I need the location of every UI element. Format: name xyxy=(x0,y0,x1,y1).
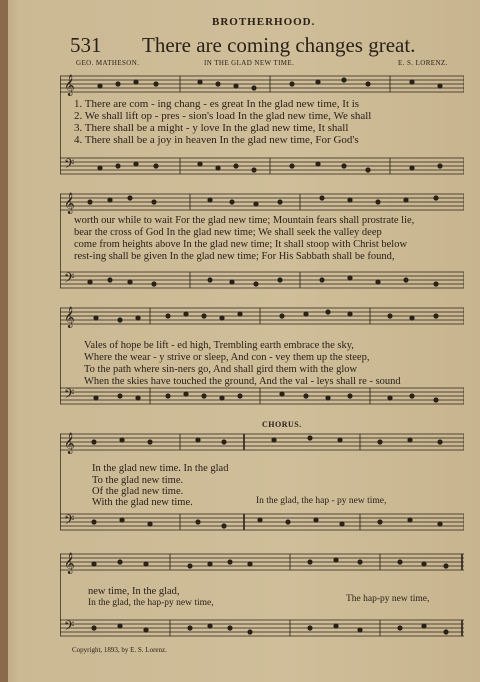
verse-line-4: 4. There shall be a joy in heaven In the glad new time, For God's xyxy=(74,134,359,146)
final-bass-line-right: The hap-py new time, xyxy=(346,594,430,604)
verse-line-4: rest-ing shall be given In the glad new time; For His Sabbath shall be found, xyxy=(74,251,395,262)
svg-text:𝄢: 𝄢 xyxy=(64,388,75,405)
svg-text:𝄞: 𝄞 xyxy=(64,193,75,213)
svg-text:𝄞: 𝄞 xyxy=(64,433,75,453)
final-bass-line: In the glad, the hap-py new time, xyxy=(88,598,214,608)
verse-line-3: come from heights above In the glad new time; It shall stoop with Christ below xyxy=(74,239,408,250)
svg-text:𝄢: 𝄢 xyxy=(64,158,75,175)
book-spine-edge xyxy=(0,0,8,682)
svg-text:𝄢: 𝄢 xyxy=(64,620,75,637)
svg-text:𝄢: 𝄢 xyxy=(64,514,75,531)
verse-line-3: To the path where sin-ners go, And shall gird them with the glow xyxy=(84,364,358,375)
verse-line-2: bear the cross of God In the glad new time; We shall seek the valley deep xyxy=(74,227,382,238)
chorus-line-2: To the glad new time. xyxy=(92,475,184,486)
chorus-line-1: In the glad new time. In the glad xyxy=(92,463,229,474)
verse-line-2: Where the wear - y strive or sleep, And con - vey them up the steep, xyxy=(84,352,370,363)
svg-text:𝄞: 𝄞 xyxy=(64,307,75,327)
chorus-line-3: Of the glad new time. xyxy=(92,486,184,497)
svg-text:𝄢: 𝄢 xyxy=(64,272,75,289)
tune-direction: IN THE GLAD NEW TIME. xyxy=(204,59,295,67)
chorus-label: CHORUS. xyxy=(262,420,302,429)
verse-line-3: 3. There shall be a might - y love In the glad new time, It shall xyxy=(74,122,349,134)
verse-line-1: worth our while to wait For the glad new time; Mountain fears shall prostrate lie, xyxy=(74,215,415,226)
final-soprano-line: new time, In the glad, xyxy=(88,586,180,597)
verse-line-2: 2. We shall lift op - pres - sion's load In the glad new time, We shall xyxy=(74,110,372,122)
hymn-title: There are coming changes great. xyxy=(142,33,416,57)
composer-credit: E. S. LORENZ. xyxy=(398,59,448,67)
chorus-bass-line: In the glad, the hap - py new time, xyxy=(256,496,387,506)
svg-text:𝄞: 𝄞 xyxy=(64,75,75,95)
author-credit: GEO. MATHESON. xyxy=(76,59,140,67)
verse-line-1: 1. There are com - ing chang - es great In the glad new time, It is xyxy=(74,98,360,110)
copyright-notice: Copyright, 1893, by E. S. Lorenz. xyxy=(72,646,167,654)
verse-line-1: Vales of hope be lift - ed high, Trembling earth embrace the sky, xyxy=(84,340,354,351)
chorus-line-4: With the glad new time. xyxy=(92,497,193,508)
svg-text:𝄞: 𝄞 xyxy=(64,553,75,573)
verse-line-4: When the skies have touched the ground, And the val - leys shall re - sound xyxy=(84,376,401,387)
hymn-number: 531 xyxy=(70,33,102,57)
section-heading: BROTHERHOOD. xyxy=(212,16,316,28)
